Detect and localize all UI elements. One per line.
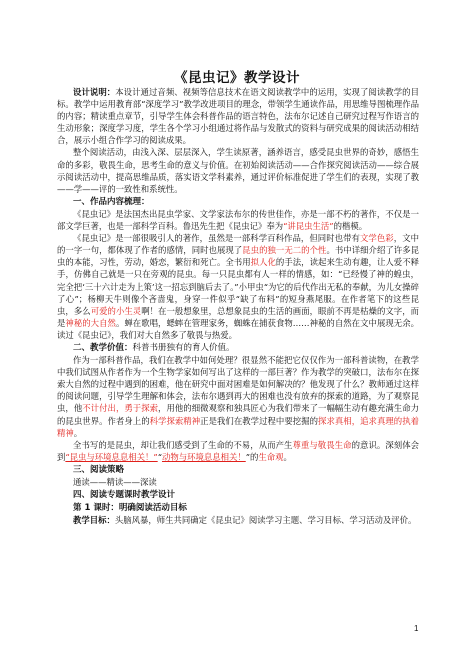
design-note-label: 设计说明： <box>73 87 116 97</box>
section-1-paragraph-2 <box>57 232 419 341</box>
text-run: 的手法，读起来生动有趣，让人爱不释手，仿佛自己就是一只在旁观的昆虫。每一只昆虫都有人一样的情感，如：“已经慢了神的蝗虫，完全把‘三十六计走为上策’这一招忘到脑后去了。”小甲虫“为它的后代作出无私的奉献，为儿女操碎了心”；杨柳天牛则像个吝啬鬼，身穿一件似乎“缺了布料”的短身燕尾服。在作者笔下的这些昆虫，多么 <box>57 257 420 316</box>
text-run: 的楷模。 <box>333 221 368 232</box>
document-body <box>57 86 419 526</box>
text-run: 全书写的是昆虫，却让我们感受到了生命的不易，从而产生 <box>73 439 293 450</box>
highlight-text: 动物与环境息息相关！ <box>161 451 246 462</box>
heading-text: 二、教学价值： <box>73 342 133 353</box>
highlight-text: 科学探索精神 <box>149 415 201 426</box>
text-run: ，用他的细微观察和独具匠心为我们带来了一幅幅生动有趣充满生命力的昆虫世界。作者身上的 <box>57 403 420 426</box>
section-1-heading: 一、作品内容梳理： <box>73 196 150 207</box>
text-run: 啊！在一般想象里，总想象昆虫的生活的画面，眼前不再是枯燥的文字，而是 <box>57 305 420 328</box>
highlight-text: “讲昆虫生活” <box>283 221 334 232</box>
text-run: 。书中详细介绍了许多昆虫的本能，习性，劳动，婚恋，繁衍和死亡。全书用 <box>57 245 420 268</box>
text-run: 《昆虫记》是一部很吸引人的著作，虽然是一部科学百科作品，但同时也带有 <box>73 233 360 244</box>
text-run: 作为一部科普作品，我们在教学中如何处理？很显然不能把它仅仅作为一部科普读物，在教学中我们试图从作者作为一个生物学家如何写出了这样的一部巨著？作为教学的突破口，法布尔在探索大自然的过程中遇到的困难，他在研究中面对困难是如何解决的？他发现了什么？教师通过这样的阅读问题，引导学生理解和体会，法布尔遇到再大的困难也没有放弃的探索的道路，为了观察昆虫，他 <box>57 355 419 414</box>
text-run: 。蝉在歌唱，蟋蟀在管理家务，蜘蛛在捕获食物……神秘的自然在文中展现无余。读过《昆虫记》，我们对大自然多了敬畏与热爱。 <box>57 317 420 340</box>
teaching-goal-label: 教学目标： <box>73 515 115 526</box>
highlight-text: 昆虫的独一无二的个性 <box>242 245 327 256</box>
highlight-text: 尊重与敬畏生命 <box>292 439 352 450</box>
design-note-paragraph <box>57 86 419 146</box>
section-4-heading: 四、阅读专题课时教学设计 <box>73 490 176 501</box>
lesson-1-heading: 第 1 课时：明确阅读活动目标 <box>73 503 187 514</box>
teaching-goal-paragraph <box>57 514 419 526</box>
text-run: 。 <box>283 451 292 462</box>
highlight-text: “昆虫与环境息息相关！” <box>65 451 158 462</box>
highlight-text: 探求真相，追求真理的执着精神 <box>57 415 420 438</box>
text-run: 正是我们在教学过程中要挖掘的 <box>200 415 319 426</box>
section-1-paragraph-1 <box>57 208 419 232</box>
section-2-heading <box>57 342 419 354</box>
teaching-goal-text: 头脑风暴，师生共同确定《昆虫记》阅读学习主题、学习目标、学习活动及评价。 <box>114 515 417 526</box>
text-run: 《昆虫记》是法国杰出昆虫学家、文学家法布尔的传世佳作，亦是一部不朽的著作，不仅是一部文学巨著，也是一部科学百科。鲁迅先生把《昆虫记》奉为 <box>57 208 419 232</box>
design-note-text: 本设计通过音频、视频等信息技术在语文阅读教学中的运用，实现了阅读教学的目标。教学中运用教育部“深度学习”教学改进项目的理念，带领学生通读作品，用思维导图梳理作品的内容；精读重点章节，引导学生体会科普作品的语言特色，法布尔记述自己研究过程写作语言的生动形象；深度学习度，学生各个学习小组通过将作品与发散式的资料与研究成果的阅读活动相结合，展示小组合作学习的阅读成果。 <box>57 87 419 146</box>
design-note-paragraph-2: 整个阅读活动，由浅入深、层层深入，学生读原著，涵养语言，感受昆虫世界的奇妙，感悟生命的多彩，敬畏生命，思考生命的意义与价值。在初始阅读活动——合作探究阅读活动——综合展示阅读活动中，提高思维品质，落实语文学科素养，通过评价标准促进了学生们的表现，实现了教——学——评的一致性和系统性。 <box>57 147 419 194</box>
highlight-text: 神秘的大自然 <box>65 317 116 328</box>
text-run: “ <box>157 451 162 462</box>
section-2-paragraph-2 <box>57 439 419 463</box>
section-3-heading: 三、阅读策略 <box>73 464 125 475</box>
highlight-text: 生命观 <box>258 451 284 462</box>
highlight-text: 可爱的小生灵 <box>90 305 142 316</box>
section-2-paragraph-1 <box>57 354 419 439</box>
document-title: 《昆虫记》教学设计 <box>174 70 300 86</box>
text-run: ，文中的一字一句，都体现了作者的感情，同时也展现了 <box>57 233 420 256</box>
text-run: ”的 <box>245 451 259 462</box>
highlight-text: 文学色彩 <box>359 233 394 244</box>
heading-subtext: 科普书册独有的育人价值。 <box>132 342 235 353</box>
reading-strategy-line: 通读——精读——深读 <box>73 477 157 487</box>
text-run: 。 <box>73 427 83 438</box>
text-run: 的意识。深刻体会到 <box>57 439 420 462</box>
highlight-text: 不计付出，勇于探索 <box>82 403 159 414</box>
page-number: 1 <box>414 624 419 633</box>
highlight-text: 拟人化 <box>250 257 276 268</box>
